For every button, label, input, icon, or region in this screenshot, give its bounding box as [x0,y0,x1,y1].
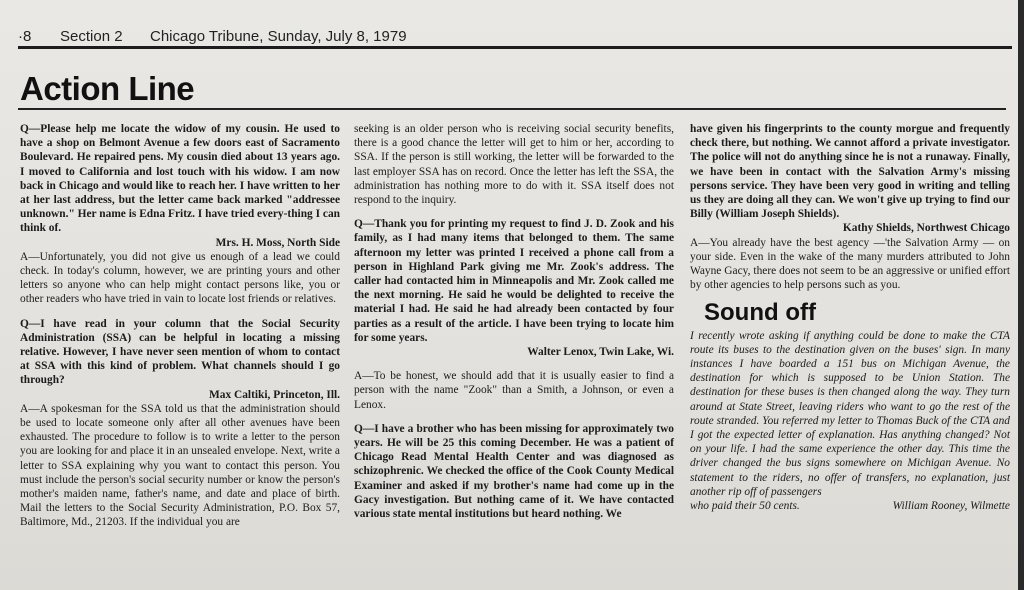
question-text: Q—Thank you for printing my request to find J. D. Zook and his family, as I had many items that belonged to them. The same afternoon my letter was printed I received a phone call from a person in Highland Park giving me Mr. Zook's address. The caller had contacted him in Minneapolis and Mr. Zook called me the next morning. He said he would be delighted to receive the material I had. He said he had already been contacted by four parties as a result of the article. I have been trying to locate him for some years. [354,218,674,344]
letter-signature: Kathy Shields, Northwest Chicago [842,222,1010,235]
answer-text: A—Unfortunately, you did not give us enough of a lead we could check. In today's column, however, we are printing yours and other letters so anyone who can help might contact persons like, you or other readers who have tried in vain to locate lost friends or relatives. [20,250,340,306]
letter-signature: Max Caltiki, Princeton, Ill. [209,388,340,401]
sound-off-last-line: who paid their 50 cents. [690,500,800,513]
sound-off-closing [690,499,1010,513]
sound-off-body: I recently wrote asking if anything could be done to make the CTA route its buses to the destination given on the buses' sign. In many instances I have boarded a 151 bus on Michigan Avenue, the destination for which is supposed to be Union Station. The destination for these buses is then changed along the way. They turn around at State Street, leaving riders who want to go the rest of the route stranded. You referred my letter to Thomas Buck of the CTA and I got the expected letter of explanation. Has anything changed? Not on your life. I had the same experience the other day. This time the driver changed the bus signs somewhere on Michigan Avenue. No statement to the riders, no offer of transfers, no explanation, just another rip off of passengers [690,329,1010,498]
section-label: Section 2 [60,27,123,45]
question-text: have given his fingerprints to the county morgue and frequently check there, but nothing. We cannot afford a private investigator. The police will not do anything since he is not a runaway. Finally, we have been in contact with the Salvation Army's missing persons service. They have been very good in writing and telling us they are doing all they can. We won't give up trying to find our Billy (William Joseph Shields). [690,123,1010,221]
sound-off-heading: Sound off [704,299,816,327]
answer-text: A—To be honest, we should add that it is usually easier to find a person with the name "Zook" than a Smith, a Johnson, or even a Lenox. [354,370,674,411]
question-text: Q—Please help me locate the widow of my cousin. He used to have a shop on Belmont Avenue a few doors east of Sacramento Boulevard. He repaired pens. My cousin died about 13 years ago. I moved to California and lost touch with his widow. I am now back in Chicago and would like to reach her. I have written to her at her last address, but the letter came back marked "addressee unknown." Her name is Edna Fritz. I have tried every-thing I can think of. [20,123,340,235]
column-3 [690,122,1010,513]
letter-signature: Walter Lenox, Twin Lake, Wi. [527,346,674,359]
question-text: Q—I have read in your column that the Social Security Administration (SSA) can be helpful in locating a missing relative. However, I have never seen mention of whom to contact at SSA with this kind of problem. What channels should I go through? [20,317,340,387]
paper-date: Chicago Tribune, Sunday, July 8, 1979 [150,27,407,45]
answer-text: A—You already have the best agency —'the Salvation Army — on your side. Even in the wake of the many murders attributed to John Wayne Gacy, there does not seem to be an aggressive or unified effort by other agencies to help persons such as you. [690,236,1010,292]
answer-text: A—A spokesman for the SSA told us that the administration should be used to locate someone only after all other avenues have been exhausted. The procedure to follow is to write a letter to the person you are looking for and place it in an unsealed envelope. Next, write a letter to SSA explaining why you want to contact this person. You must include the person's social security number or know the person's mother's maiden name, father's name, and date and place of birth. Mail the letters to the Social Security Administration, P.O. Box 57, Baltimore, Md., 21203. If the individual you are [20,402,340,529]
column-2 [354,122,674,521]
sound-off-signature: William Rooney, Wilmette [892,500,1010,513]
letter-signature: Mrs. H. Moss, North Side [215,236,340,249]
masthead-rule [18,46,1012,49]
page-edge-shadow [1018,0,1024,590]
masthead [18,26,1012,46]
column-1 [20,122,340,530]
page-number: ·8 [18,27,32,45]
headline: Action Line [20,70,195,107]
answer-text: seeking is an older person who is receiving social security benefits, there is a good chance the letter will get to him or her, according to SSA. If the person is still working, the letter will be forwarded to the last employer SSA has on record. Once the letter has left the SSA, the administration has nothing more to do with it. SSA itself does not respond to the inquiry. [354,123,674,207]
question-text: Q—I have a brother who has been missing for approximately two years. He will be 25 this coming December. He was a patient of Chicago Read Mental Health Center and was diagnosed as schizophrenic. We checked the office of the Cook County Medical Examiner and asked if my brother's name had come up in the Gacy investigation. But nothing came of it. We have contacted various state mental institutions but heard nothing. We [354,422,674,521]
headline-rule [18,108,1006,110]
